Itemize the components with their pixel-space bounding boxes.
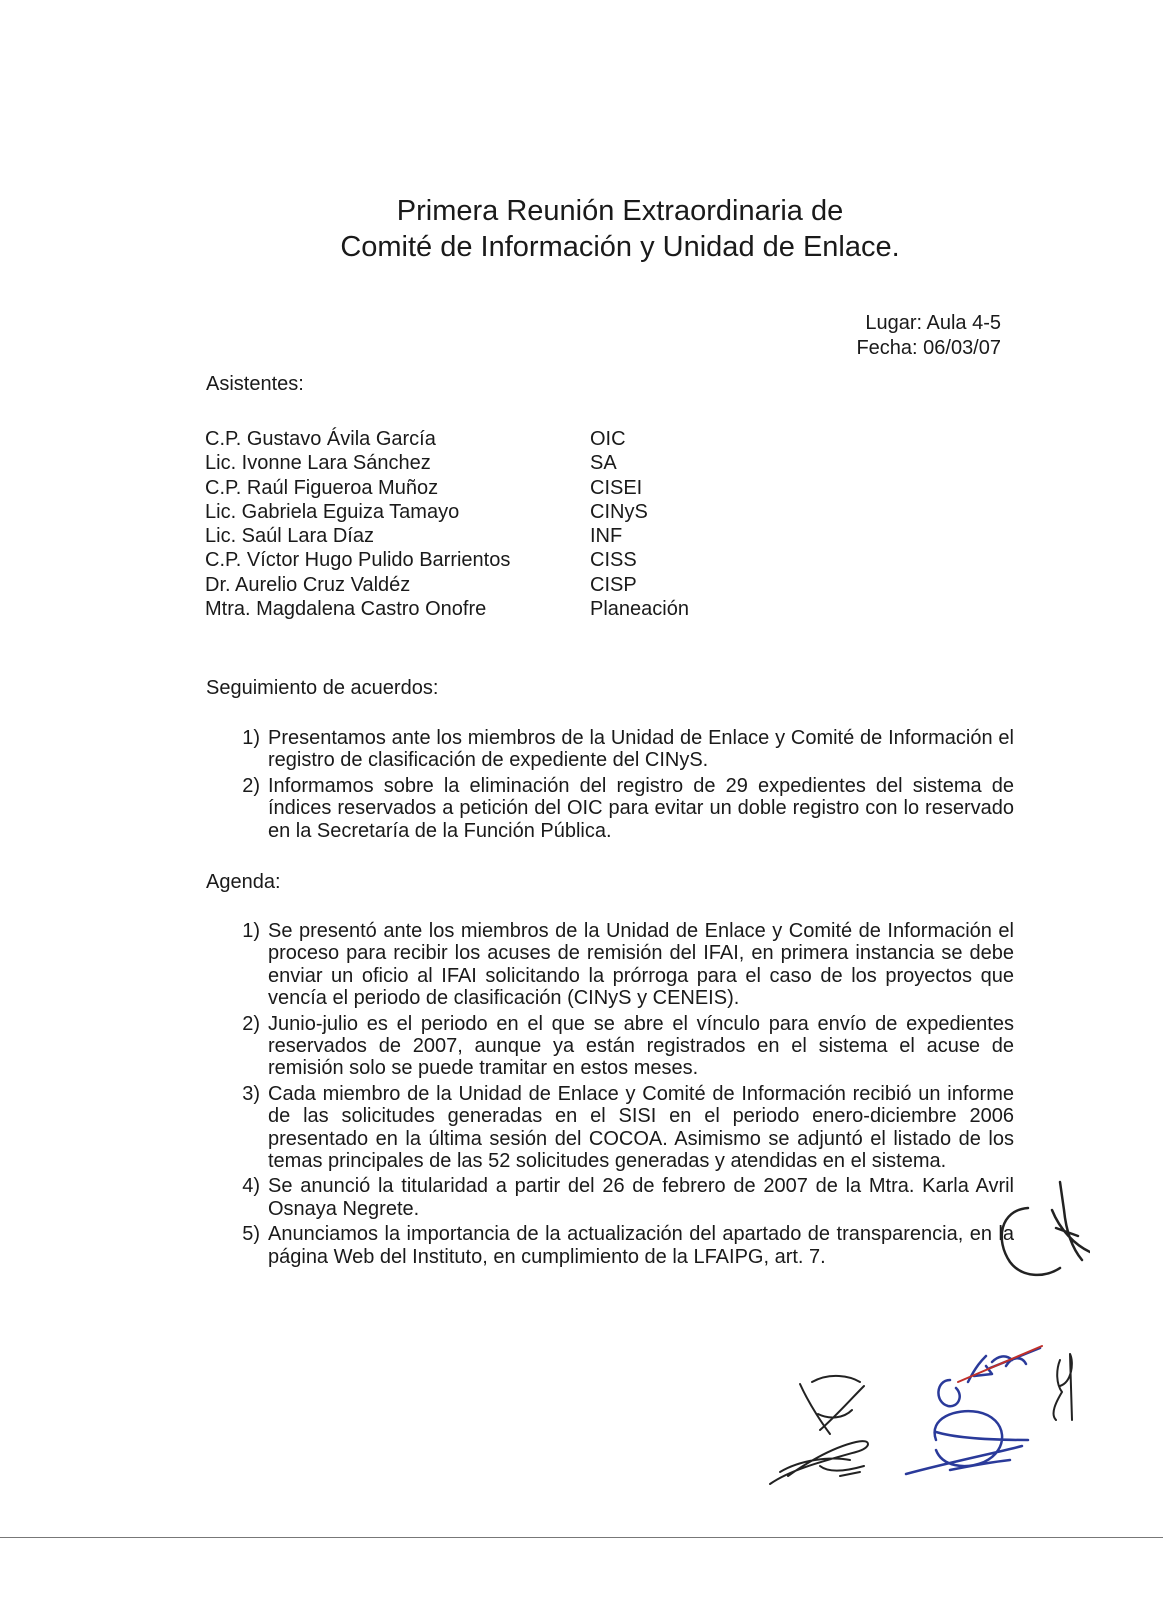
attendee-row: [205, 524, 790, 548]
signature-6: [906, 1411, 1028, 1474]
attendee-unit: Planeación: [590, 598, 689, 621]
attendee-name: Mtra. Magdalena Castro Onofre: [205, 598, 487, 621]
attendee-name: C.P. Gustavo Ávila García: [205, 428, 436, 450]
signature-5: [770, 1441, 868, 1484]
signature-4: [800, 1376, 864, 1434]
attendee-row: [205, 476, 790, 500]
item-number: 1): [242, 920, 260, 942]
list-item: [228, 775, 1014, 842]
attendee-row: [205, 500, 790, 524]
attendee-name: Lic. Saúl Lara Díaz: [205, 525, 374, 548]
signature-2: [938, 1348, 1040, 1406]
agenda-heading: Agenda:: [206, 871, 281, 893]
item-text: Se anunció la titularidad a partir del 26 de febrero de 2007 de la Mtra. Karla Avril Osnaya Negrete.: [268, 1175, 1014, 1220]
page-title: [0, 193, 1163, 265]
signature-2-strike: [958, 1346, 1042, 1382]
attendee-row: [205, 597, 790, 621]
item-text: Se presentó ante los miembros de la Unidad de Enlace y Comité de Información el proceso para recibir los acuses de remisión del IFAI, en primera instancia se debe enviar un oficio al IFAI solicitando la prórroga para el caso de los proyectos que vencía el periodo de clasificación (CINyS y CENEIS).: [268, 920, 1014, 1010]
meeting-meta: [856, 311, 1001, 361]
attendee-name: Lic. Gabriela Eguiza Tamayo: [205, 500, 460, 523]
list-item: [228, 1083, 1014, 1173]
attendee-unit: CISEI: [590, 476, 643, 499]
attendee-unit: CINyS: [590, 500, 648, 523]
attendee-unit: CISS: [590, 549, 637, 572]
item-text: Junio-julio es el periodo en el que se abre el vínculo para envío de expedientes reservados de 2007, aunque ya están registrados en el sistema el acuse de remisión solo se puede tramitar en estos meses.: [268, 1012, 1014, 1080]
attendee-row: [205, 427, 790, 451]
item-number: 1): [242, 727, 260, 749]
attendee-unit: INF: [590, 525, 623, 548]
item-text: Anunciamos la importancia de la actualización del apartado de transparencia, en la página Web del Instituto, en cumplimiento de la LFAIPG, art. 7.: [268, 1223, 1014, 1268]
attendee-unit: CISP: [590, 573, 637, 596]
attendee-row: [205, 451, 790, 475]
seguimiento-heading: Seguimiento de acuerdos:: [206, 677, 439, 699]
item-text: Presentamos ante los miembros de la Unidad de Enlace y Comité de Información el registro de clasificación de expediente del CINyS.: [268, 727, 1014, 772]
attendees-heading: Asistentes:: [206, 373, 304, 395]
list-item: [228, 1013, 1014, 1080]
item-text: Cada miembro de la Unidad de Enlace y Comité de Información recibió un informe de las solicitudes generadas en el SISI en el periodo enero-diciembre 2006 presentado en la última sesión del COCOA. Asimismo se adjuntó el listado de los temas principales de las 52 solicitudes generadas y atendidas en el sistema.: [268, 1082, 1014, 1173]
title-line-2: Comité de Información y Unidad de Enlace.: [340, 231, 900, 263]
list-item: [228, 920, 1014, 1010]
meeting-location: Lugar: Aula 4-5: [865, 312, 1001, 334]
signature-1: [1002, 1182, 1090, 1275]
attendees-table: [205, 427, 790, 621]
page-bottom-rule: [0, 1537, 1163, 1538]
attendee-name: Dr. Aurelio Cruz Valdéz: [205, 573, 411, 596]
item-number: 2): [242, 1012, 260, 1035]
item-number: 3): [242, 1082, 260, 1105]
attendee-row: [205, 548, 790, 572]
attendee-unit: SA: [590, 452, 617, 475]
title-line-1: Primera Reunión Extraordinaria de: [396, 195, 844, 227]
seguimiento-list: [228, 727, 1014, 845]
attendee-name: C.P. Víctor Hugo Pulido Barrientos: [205, 549, 511, 572]
signatures-area: [760, 1170, 1090, 1510]
meeting-date: Fecha: 06/03/07: [856, 337, 1001, 359]
attendee-row: [205, 573, 790, 597]
attendee-name: C.P. Raúl Figueroa Muñoz: [205, 476, 439, 499]
item-number: 2): [242, 774, 260, 797]
list-item: [228, 727, 1014, 772]
attendee-unit: OIC: [590, 428, 626, 450]
attendee-name: Lic. Ivonne Lara Sánchez: [205, 452, 431, 475]
item-number: 4): [242, 1175, 260, 1198]
item-number: 5): [242, 1223, 260, 1246]
item-text: Informamos sobre la eliminación del registro de 29 expedientes del sistema de índices reservados a petición del OIC para evitar un doble registro con lo reservado en la Secretaría de la Función Pública.: [268, 774, 1014, 842]
signature-3: [1054, 1354, 1072, 1420]
